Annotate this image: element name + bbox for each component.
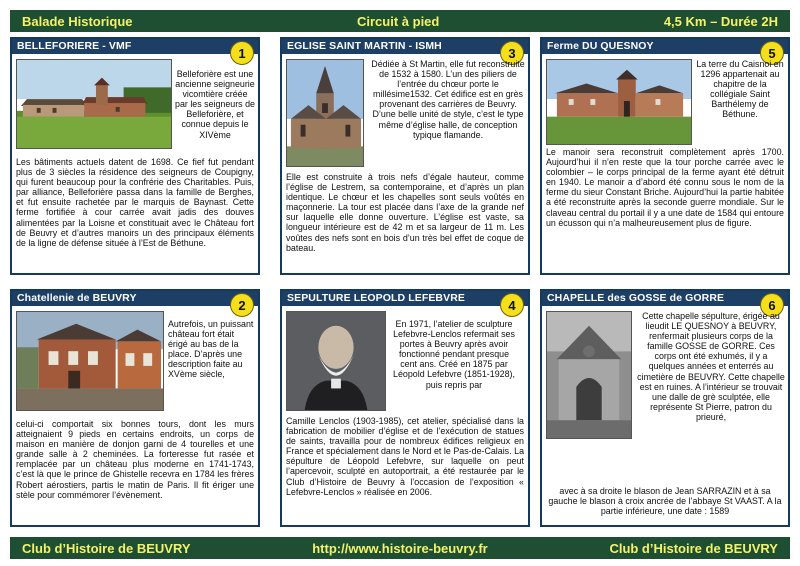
panel-number-badge: 4 [500,293,524,317]
panel-sepulture-lefebvre [280,289,530,527]
panel-body-text: avec à sa droite le blason de Jean SARRAZIN et à sa gauche le blason à croix ancrée de l’abbaye St VAAST. A la partie inférieure, une date : 1589 [548,486,782,517]
panel-number-badge: 3 [500,41,524,65]
panel-title: CHAPELLE des GOSSE de GORRE [542,291,788,306]
header-left-title: Balade Historique [22,13,133,29]
panel-side-text: Belleforière est une ancienne seigneurie vicomtière créée par les seigneurs de Belleforière, et connue depuis le XIVème [175,69,255,140]
panel-eglise-saint-martin [280,37,530,275]
bottom-banner [10,537,790,559]
header-center-title: Circuit à pied [357,13,440,29]
panel-number-badge: 1 [230,41,254,65]
panel-number-badge: 5 [760,41,784,65]
church-photo [286,59,364,167]
panel-ferme-du-quesnoy [540,37,790,275]
panel-title: Chatellenie de BEUVRY [12,291,258,306]
panel-chatellenie [10,289,260,527]
panel-number-badge: 6 [760,293,784,317]
lefebvre-portrait-photo [286,311,386,411]
footer-left-club: Club d’Histoire de BEUVRY [22,540,191,556]
chapelle-photo [546,311,632,439]
header-right-distance: 4,5 Km – Durée 2H [663,13,778,29]
footer-website-link[interactable]: http://www.histoire-beuvry.fr [312,540,488,556]
panel-body-text: celui-ci comportait six bonnes tours, dont les murs atteignaient 9 pieds en certains endroits, un corps de maison en manière de donjon garni de 4 tourelles et une grande salle à 2 cheminées. La forteresse fut rasée et remplacée par un château plus moderne en 1741-1743, c’est là que le prince de Ghistelle recevra en 1784 les frères Robert aérostiers, partis le matin de Paris. Il fit ériger une stèle pour commémorer l’évènement. [16,419,254,500]
panel-side-text: Cette chapelle sépulture, érigée au lieudit LE QUESNOY à BEUVRY, renfermait plusieurs corps de la famille GOSSE de GORRE. Ces corps ont été exhumés, il y a quelques années et enterrés au cimetière de BEUVRY. Cette chapelle est en ruines. A l’intérieur se trouvait une dalle de grè sculptée, elle représente St Pierre, patron du prieuré, [637,311,785,422]
panel-side-text: Dédiée à St Martin, elle fut reconstruite de 1532 à 1580. L’un des piliers de l’entrée du chœur porte le millésime1532. Cet édifice est en grès provenant des carrières de Beuvry. D’une belle unité de style, c’est le type même d’église halle, de conception typique flamande. [371,59,525,140]
top-banner [10,10,790,32]
belleforiere-farm-photo [16,59,172,149]
panel-side-text: Autrefois, un puissant château fort était érigé au bas de la place. D’après une description faite au XVème siècle, [168,319,254,380]
panel-side-text: La terre du Caisnoi en 1296 appartenait au chapitre de la collégiale Saint Barthélemy de Béthune. [696,59,784,120]
chatellenie-building-photo [16,311,164,411]
panel-body-text: Elle est construite à trois nefs d’égale hauteur, comme l’église de Lestrem, sa contemporaine, et d’après un plan identique. Le chœur et les chapelles sont seuls voûtés en maçonnerie. La tour est placée dans l’axe de la grande nef sur laquelle elle donne ouverture. L’église est vaste, sa longueur intérieure est de 42 m et sa largeur de 11 m. Les voûtes des nefs sont en bois d’un très bel effet de coque de bateau. [286,172,524,253]
panel-title: BELLEFORIERE - VMF [12,39,258,54]
panel-side-text: En 1971, l’atelier de sculpture Lefebvre-Lenclos refermait ses portes à Beuvry après avoir fonctionné pendant presque cent ans. Créé en 1875 par Léopold Lefebvre (1851-1928), puis repris par [393,319,515,390]
ferme-quesnoy-photo [546,59,692,145]
panel-body-text: Le manoir sera reconstruit complètement après 1700. Aujourd’hui il n’en reste que la tour porche carrée avec le colombier – le corps principal de la ferme ayant été détruit en 1940. Le manoir a d’abord été connu sous le nom de la ferme du sieur Constant Briche. Aujourd’hui la partie habitée a été reconstruite après la seconde guerre mondiale. Sur le claveau central du portail il y a une date de 1584 qui entoure un écusson qui n’a malheureusement plus de figure. [546,147,784,228]
panel-belleforiere [10,37,260,275]
panel-title: Ferme DU QUESNOY [542,39,788,54]
footer-right-club: Club d’Histoire de BEUVRY [609,540,778,556]
panel-body-text: Les bâtiments actuels datent de 1698. Ce fief fut pendant plus de 3 siècles la résidence des seigneurs de Coupigny, qui furent beaucoup pour la confrérie des Charitables. Puis, par alliance, Belleforière passa dans la famille de Berghes, et fut ensuite rachetée par le marquis de Baynast. Cette ferme fortifiée à cour carrée avait jadis des douves alimentées par la Loisne et constituait avec le Château fort de Beuvry et d’autres manoirs un des principaux éléments de la ligne de défense située à l’Est de Béthune. [16,157,254,248]
panel-number-badge: 2 [230,293,254,317]
panel-title: EGLISE SAINT MARTIN - ISMH [282,39,528,54]
panel-body-text: Camille Lenclos (1903-1985), cet atelier, spécialisé dans la fabrication de mobilier d’église et de l’exécution de statues de saints, travailla pour de nombreux édifices religieux en France et spécialement dans le Nord et le Pas-de-Calais. La sépulture de Léopold Lefebvre, sur laquelle on peut l’apercevoir, sculpté en autoportrait, a été restaurée par le Club d’Histoire de Beuvry à l’occasion de l’exposition « Lefebvre-Lenclos » réalisée en 2006. [286,416,524,497]
panel-title: SEPULTURE LEOPOLD LEFEBVRE [282,291,528,306]
panel-chapelle-gosse [540,289,790,527]
